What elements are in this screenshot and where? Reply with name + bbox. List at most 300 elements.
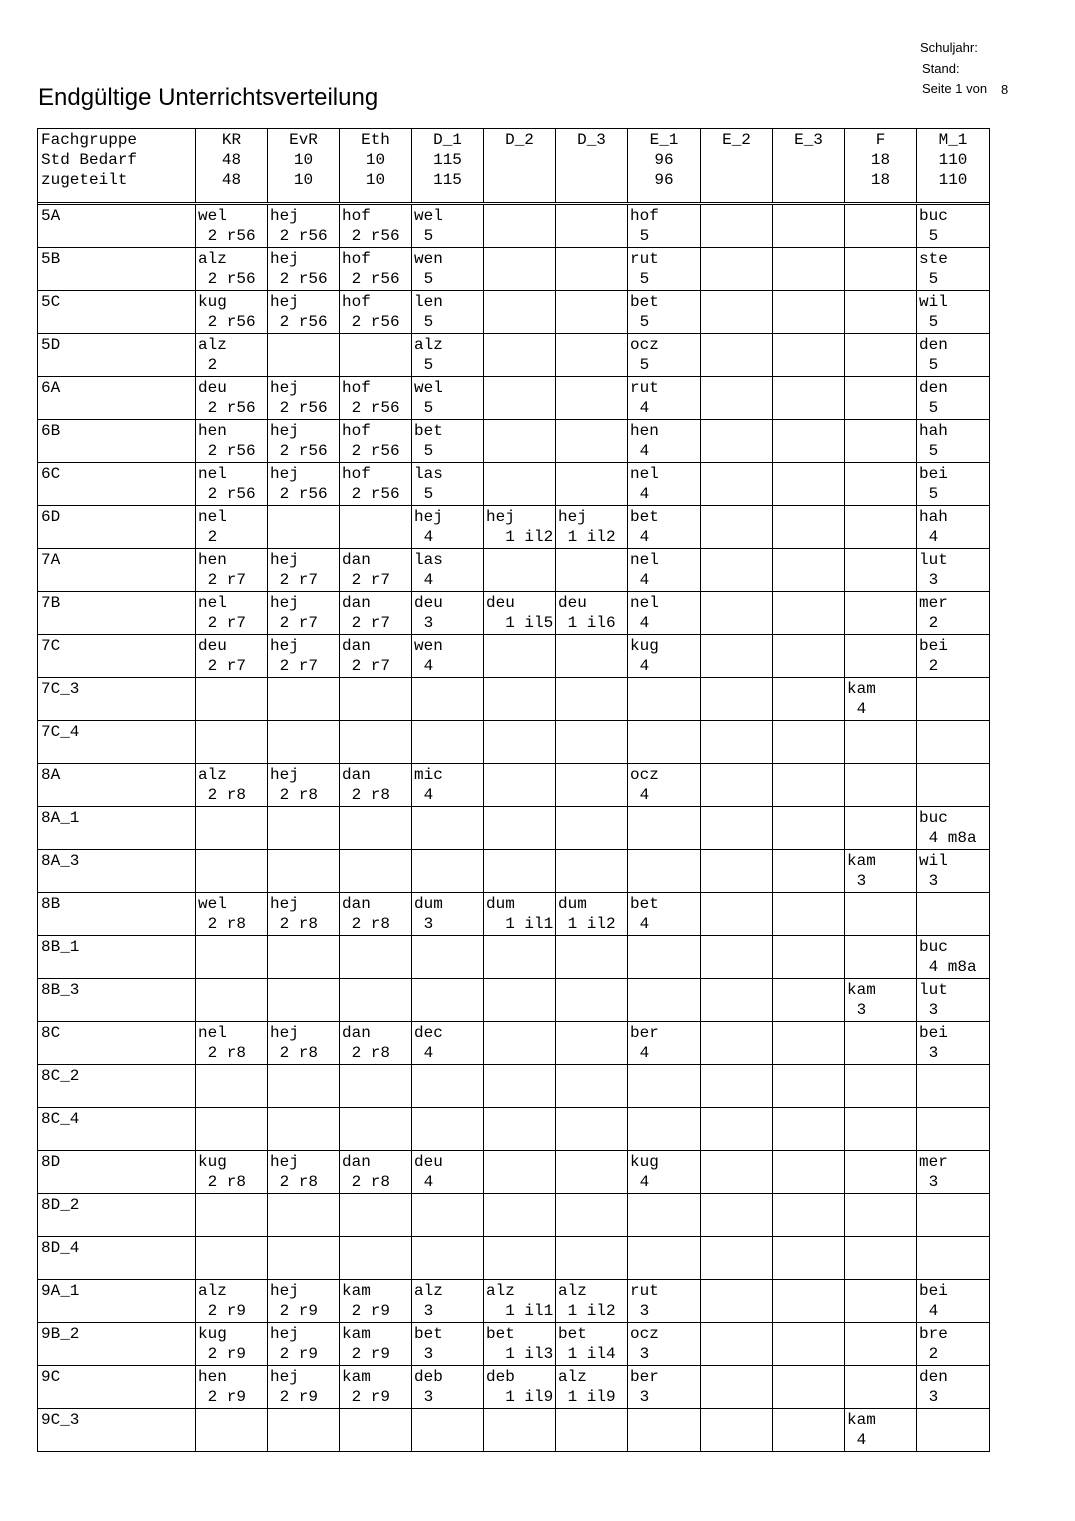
teacher-code: hej xyxy=(270,766,299,784)
class-label: 8A_3 xyxy=(41,852,80,870)
assignment-cell xyxy=(773,420,845,463)
assignment-cell xyxy=(412,850,484,893)
assignment-cell xyxy=(556,1366,628,1409)
assignment-cell xyxy=(268,850,340,893)
hours-room: 2 r7 xyxy=(198,657,247,675)
teacher-code: ber xyxy=(630,1368,659,1386)
assignment-cell xyxy=(556,291,628,334)
column-header-eth xyxy=(340,129,412,203)
assignment-cell xyxy=(556,1280,628,1323)
class-label-cell xyxy=(38,678,196,721)
assignment-cell xyxy=(845,1280,917,1323)
class-label: 8D xyxy=(41,1153,61,1171)
assignment-cell xyxy=(845,721,917,764)
class-label-cell xyxy=(38,635,196,678)
teacher-code: ocz xyxy=(630,336,659,354)
assignment-cell xyxy=(412,420,484,463)
column-header-text: D_1 115 115 xyxy=(433,131,462,189)
assignment-cell xyxy=(701,1280,773,1323)
assignment-cell xyxy=(701,377,773,420)
class-label: 7A xyxy=(41,551,61,569)
hours-room: 3 xyxy=(630,1388,650,1406)
assignment-cell xyxy=(701,764,773,807)
hours-room: 2 xyxy=(919,614,939,632)
assignment-cell xyxy=(701,635,773,678)
hours-room: 2 r56 xyxy=(270,399,328,417)
teacher-code: kug xyxy=(198,1153,227,1171)
teacher-code: kam xyxy=(342,1325,371,1343)
assignment-cell xyxy=(917,1366,990,1409)
hours-room: 2 r8 xyxy=(198,1173,247,1191)
assignment-cell xyxy=(412,463,484,506)
assignment-cell xyxy=(917,506,990,549)
teacher-code: kam xyxy=(342,1368,371,1386)
assignment-cell xyxy=(196,764,268,807)
class-label: 8B xyxy=(41,895,61,913)
assignment-cell xyxy=(701,1409,773,1452)
assignment-cell xyxy=(917,1409,990,1452)
assignment-cell xyxy=(196,1366,268,1409)
teacher-code: dan xyxy=(342,766,371,784)
assignment-cell xyxy=(484,291,556,334)
class-label-cell xyxy=(38,1022,196,1065)
teacher-code: hah xyxy=(919,508,948,526)
class-label: 7C_4 xyxy=(41,723,80,741)
teacher-code: kug xyxy=(198,293,227,311)
table-row xyxy=(38,1194,990,1237)
assignment-cell xyxy=(412,549,484,592)
assignment-cell xyxy=(484,979,556,1022)
class-label-cell xyxy=(38,721,196,764)
hours-room: 2 r56 xyxy=(342,227,400,245)
table-row xyxy=(38,635,990,678)
assignment-cell xyxy=(845,1194,917,1237)
hours-room: 2 r56 xyxy=(342,485,400,503)
teacher-code: kam xyxy=(847,680,876,698)
hours-room: 5 xyxy=(630,270,650,288)
assignment-cell xyxy=(845,979,917,1022)
hours-room: 2 r56 xyxy=(198,227,256,245)
assignment-cell xyxy=(701,936,773,979)
assignment-cell xyxy=(412,721,484,764)
teacher-code: hej xyxy=(270,1024,299,1042)
hours-room: 1 il1 xyxy=(486,915,554,933)
class-label-cell xyxy=(38,1151,196,1194)
teacher-code: hof xyxy=(342,293,371,311)
assignment-cell xyxy=(628,1065,701,1108)
assignment-cell xyxy=(412,936,484,979)
assignment-cell xyxy=(484,1151,556,1194)
assignment-cell xyxy=(773,979,845,1022)
column-header-d-2 xyxy=(484,129,556,203)
hours-room: 2 r8 xyxy=(198,786,247,804)
assignment-cell xyxy=(340,1366,412,1409)
teacher-code: hof xyxy=(342,207,371,225)
assignment-cell xyxy=(268,764,340,807)
assignment-cell xyxy=(556,1065,628,1108)
assignment-cell xyxy=(628,764,701,807)
assignment-cell xyxy=(773,377,845,420)
assignment-cell xyxy=(556,1323,628,1366)
assignment-cell xyxy=(412,592,484,635)
class-label-cell xyxy=(38,1237,196,1280)
assignment-cell xyxy=(340,850,412,893)
assignment-cell xyxy=(412,1323,484,1366)
assignment-cell xyxy=(484,1022,556,1065)
class-label: 8D_4 xyxy=(41,1239,80,1257)
assignment-cell xyxy=(845,936,917,979)
hours-room: 2 r7 xyxy=(270,614,319,632)
assignment-cell xyxy=(845,1409,917,1452)
teacher-code: nel xyxy=(198,465,227,483)
hours-room: 1 il3 xyxy=(486,1345,554,1363)
table-row xyxy=(38,1022,990,1065)
teacher-code: deu xyxy=(198,379,227,397)
teacher-code: bei xyxy=(919,465,948,483)
table-row xyxy=(38,764,990,807)
assignment-cell xyxy=(556,1194,628,1237)
teacher-code: hej xyxy=(270,637,299,655)
assignment-cell xyxy=(701,1151,773,1194)
class-label-cell xyxy=(38,506,196,549)
teacher-code: nel xyxy=(630,594,659,612)
assignment-cell xyxy=(628,1280,701,1323)
class-label: 8B_1 xyxy=(41,938,80,956)
class-label-cell xyxy=(38,850,196,893)
assignment-cell xyxy=(484,764,556,807)
hours-room: 4 xyxy=(630,915,650,933)
hours-room: 2 r56 xyxy=(198,399,256,417)
teacher-code: wil xyxy=(919,293,948,311)
assignment-cell xyxy=(556,678,628,721)
column-header-text: E_1 96 96 xyxy=(649,131,679,189)
assignment-cell xyxy=(701,205,773,248)
teacher-code: hej xyxy=(270,465,299,483)
assignment-cell xyxy=(845,635,917,678)
assignment-cell xyxy=(773,205,845,248)
hours-room: 4 xyxy=(847,1431,867,1449)
hours-room: 4 xyxy=(414,1044,434,1062)
assignment-cell xyxy=(701,893,773,936)
table-row xyxy=(38,334,990,377)
hours-room: 2 xyxy=(198,528,218,546)
teacher-code: deu xyxy=(198,637,227,655)
hours-room: 5 xyxy=(414,270,434,288)
assignment-cell xyxy=(268,635,340,678)
teacher-code: hej xyxy=(270,293,299,311)
hours-room: 4 xyxy=(414,571,434,589)
teacher-code: wen xyxy=(414,250,443,268)
assignment-cell xyxy=(268,1280,340,1323)
teacher-code: deu xyxy=(486,594,515,612)
assignment-cell xyxy=(701,506,773,549)
assignment-cell xyxy=(628,377,701,420)
assignment-cell xyxy=(917,1194,990,1237)
teacher-code: rut xyxy=(630,250,659,268)
assignment-cell xyxy=(196,1409,268,1452)
hours-room: 5 xyxy=(630,313,650,331)
hours-room: 2 r7 xyxy=(198,571,247,589)
assignment-cell xyxy=(845,549,917,592)
assignment-cell xyxy=(196,377,268,420)
assignment-cell xyxy=(701,592,773,635)
hours-room: 2 r7 xyxy=(198,614,247,632)
assignment-cell xyxy=(701,1022,773,1065)
assignment-cell xyxy=(701,807,773,850)
assignment-cell xyxy=(268,807,340,850)
assignment-cell xyxy=(628,1108,701,1151)
assignment-cell xyxy=(268,1237,340,1280)
assignment-cell xyxy=(268,1409,340,1452)
teacher-code: hej xyxy=(270,551,299,569)
assignment-cell xyxy=(268,334,340,377)
class-label-cell xyxy=(38,205,196,248)
teacher-code: deu xyxy=(414,1153,443,1171)
teacher-code: alz xyxy=(198,766,227,784)
teacher-code: bet xyxy=(486,1325,515,1343)
teacher-code: hah xyxy=(919,422,948,440)
assignment-cell xyxy=(268,936,340,979)
assignment-cell xyxy=(917,807,990,850)
assignment-cell xyxy=(340,1065,412,1108)
hours-room: 2 r56 xyxy=(270,485,328,503)
class-label: 5D xyxy=(41,336,61,354)
assignment-cell xyxy=(773,1409,845,1452)
hours-room: 2 xyxy=(919,1345,939,1363)
class-label: 8D_2 xyxy=(41,1196,80,1214)
assignment-cell xyxy=(773,291,845,334)
assignment-cell xyxy=(773,1065,845,1108)
hours-room: 3 xyxy=(919,1001,939,1019)
distribution-table xyxy=(37,128,990,1452)
assignment-cell xyxy=(845,1366,917,1409)
assignment-cell xyxy=(773,1280,845,1323)
teacher-code: las xyxy=(414,465,443,483)
teacher-code: alz xyxy=(486,1282,515,1300)
hours-room: 4 xyxy=(414,657,434,675)
assignment-cell xyxy=(196,1108,268,1151)
hours-room: 2 r8 xyxy=(270,1173,319,1191)
assignment-cell xyxy=(340,291,412,334)
assignment-cell xyxy=(556,764,628,807)
assignment-cell xyxy=(268,1366,340,1409)
teacher-code: kug xyxy=(630,1153,659,1171)
teacher-code: alz xyxy=(198,250,227,268)
assignment-cell xyxy=(845,1065,917,1108)
hours-room: 5 xyxy=(414,227,434,245)
assignment-cell xyxy=(340,248,412,291)
assignment-cell xyxy=(628,1237,701,1280)
hours-room: 3 xyxy=(414,915,434,933)
assignment-cell xyxy=(628,1022,701,1065)
assignment-cell xyxy=(556,506,628,549)
table-row xyxy=(38,463,990,506)
assignment-cell xyxy=(268,248,340,291)
column-header-text: D_3 xyxy=(577,131,606,149)
assignment-cell xyxy=(196,549,268,592)
class-label-cell xyxy=(38,463,196,506)
assignment-cell xyxy=(268,205,340,248)
hours-room: 5 xyxy=(919,356,939,374)
assignment-cell xyxy=(628,248,701,291)
hours-room: 2 r8 xyxy=(342,1044,391,1062)
assignment-cell xyxy=(556,850,628,893)
teacher-code: den xyxy=(919,1368,948,1386)
class-label: 8C_4 xyxy=(41,1110,80,1128)
hours-room: 3 xyxy=(919,872,939,890)
assignment-cell xyxy=(484,1194,556,1237)
teacher-code: hej xyxy=(270,379,299,397)
hours-room: 4 xyxy=(630,1173,650,1191)
assignment-cell xyxy=(268,592,340,635)
assignment-cell xyxy=(196,1280,268,1323)
hours-room: 4 xyxy=(630,399,650,417)
assignment-cell xyxy=(412,764,484,807)
assignment-cell xyxy=(845,463,917,506)
class-label: 6A xyxy=(41,379,61,397)
assignment-cell xyxy=(412,1237,484,1280)
hours-room: 2 r56 xyxy=(342,313,400,331)
assignment-cell xyxy=(917,1151,990,1194)
assignment-cell xyxy=(773,936,845,979)
hours-room: 3 xyxy=(919,1044,939,1062)
class-label-cell xyxy=(38,1108,196,1151)
assignment-cell xyxy=(484,1323,556,1366)
hours-room: 5 xyxy=(919,227,939,245)
assignment-cell xyxy=(484,248,556,291)
assignment-cell xyxy=(845,893,917,936)
teacher-code: hej xyxy=(270,422,299,440)
column-header-e-1 xyxy=(628,129,701,203)
assignment-cell xyxy=(773,721,845,764)
assignment-cell xyxy=(701,1194,773,1237)
assignment-cell xyxy=(340,1409,412,1452)
assignment-cell xyxy=(340,420,412,463)
assignment-cell xyxy=(196,1194,268,1237)
hours-room: 2 r7 xyxy=(342,657,391,675)
teacher-code: hen xyxy=(630,422,659,440)
assignment-cell xyxy=(340,635,412,678)
class-label: 6D xyxy=(41,508,61,526)
class-label: 9C_3 xyxy=(41,1411,80,1429)
assignment-cell xyxy=(701,979,773,1022)
assignment-cell xyxy=(773,635,845,678)
teacher-code: buc xyxy=(919,809,948,827)
column-header-text: EvR 10 10 xyxy=(289,131,318,189)
hours-room: 4 xyxy=(630,485,650,503)
assignment-cell xyxy=(917,377,990,420)
assignment-cell xyxy=(412,1366,484,1409)
assignment-cell xyxy=(917,334,990,377)
hours-room: 4 m8a xyxy=(919,829,977,847)
teacher-code: dec xyxy=(414,1024,443,1042)
schuljahr-label: Schuljahr: xyxy=(920,40,978,55)
hours-room: 4 xyxy=(630,442,650,460)
hours-room: 2 r56 xyxy=(270,270,328,288)
assignment-cell xyxy=(484,1409,556,1452)
hours-room: 4 xyxy=(414,1173,434,1191)
assignment-cell xyxy=(773,592,845,635)
teacher-code: bet xyxy=(414,1325,443,1343)
assignment-cell xyxy=(701,678,773,721)
teacher-code: ocz xyxy=(630,1325,659,1343)
assignment-cell xyxy=(701,291,773,334)
table-row xyxy=(38,549,990,592)
teacher-code: hof xyxy=(342,465,371,483)
teacher-code: alz xyxy=(558,1368,587,1386)
hours-room: 3 xyxy=(414,1388,434,1406)
hours-room: 3 xyxy=(630,1345,650,1363)
assignment-cell xyxy=(701,1108,773,1151)
hours-room: 5 xyxy=(630,356,650,374)
assignment-cell xyxy=(484,635,556,678)
table-row xyxy=(38,291,990,334)
assignment-cell xyxy=(484,807,556,850)
hours-room: 3 xyxy=(847,872,867,890)
table-row xyxy=(38,936,990,979)
assignment-cell xyxy=(196,850,268,893)
hours-room: 1 il6 xyxy=(558,614,616,632)
assignment-cell xyxy=(628,463,701,506)
hours-room: 5 xyxy=(630,227,650,245)
table-row xyxy=(38,1366,990,1409)
assignment-cell xyxy=(340,592,412,635)
hours-room: 2 r7 xyxy=(342,571,391,589)
hours-room: 1 il2 xyxy=(486,528,554,546)
assignment-cell xyxy=(556,205,628,248)
teacher-code: deu xyxy=(558,594,587,612)
class-label: 8A_1 xyxy=(41,809,80,827)
assignment-cell xyxy=(556,248,628,291)
assignment-cell xyxy=(701,248,773,291)
assignment-cell xyxy=(845,291,917,334)
hours-room: 5 xyxy=(414,485,434,503)
column-header-text: D_2 xyxy=(505,131,534,149)
teacher-code: dan xyxy=(342,594,371,612)
teacher-code: wel xyxy=(414,207,443,225)
column-header-d-3 xyxy=(556,129,628,203)
hours-room: 4 xyxy=(919,1302,939,1320)
assignment-cell xyxy=(556,334,628,377)
hours-room: 5 xyxy=(919,270,939,288)
hours-room: 4 xyxy=(630,1044,650,1062)
hours-room: 1 il2 xyxy=(558,1302,616,1320)
assignment-cell xyxy=(917,1022,990,1065)
table-row xyxy=(38,893,990,936)
assignment-cell xyxy=(845,850,917,893)
column-header-e-2 xyxy=(701,129,773,203)
teacher-code: ber xyxy=(630,1024,659,1042)
class-label-cell xyxy=(38,248,196,291)
assignment-cell xyxy=(484,850,556,893)
teacher-code: hen xyxy=(198,422,227,440)
column-header-d-1 xyxy=(412,129,484,203)
assignment-cell xyxy=(773,506,845,549)
assignment-cell xyxy=(628,807,701,850)
assignment-cell xyxy=(556,635,628,678)
teacher-code: kam xyxy=(847,1411,876,1429)
assignment-cell xyxy=(196,979,268,1022)
hours-room: 3 xyxy=(919,1173,939,1191)
hours-room: 4 xyxy=(847,700,867,718)
assignment-cell xyxy=(268,291,340,334)
assignment-cell xyxy=(484,463,556,506)
column-header-text: M_1 110 110 xyxy=(938,131,968,189)
assignment-cell xyxy=(268,1151,340,1194)
assignment-cell xyxy=(917,592,990,635)
assignment-cell xyxy=(773,1237,845,1280)
teacher-code: hen xyxy=(198,1368,227,1386)
